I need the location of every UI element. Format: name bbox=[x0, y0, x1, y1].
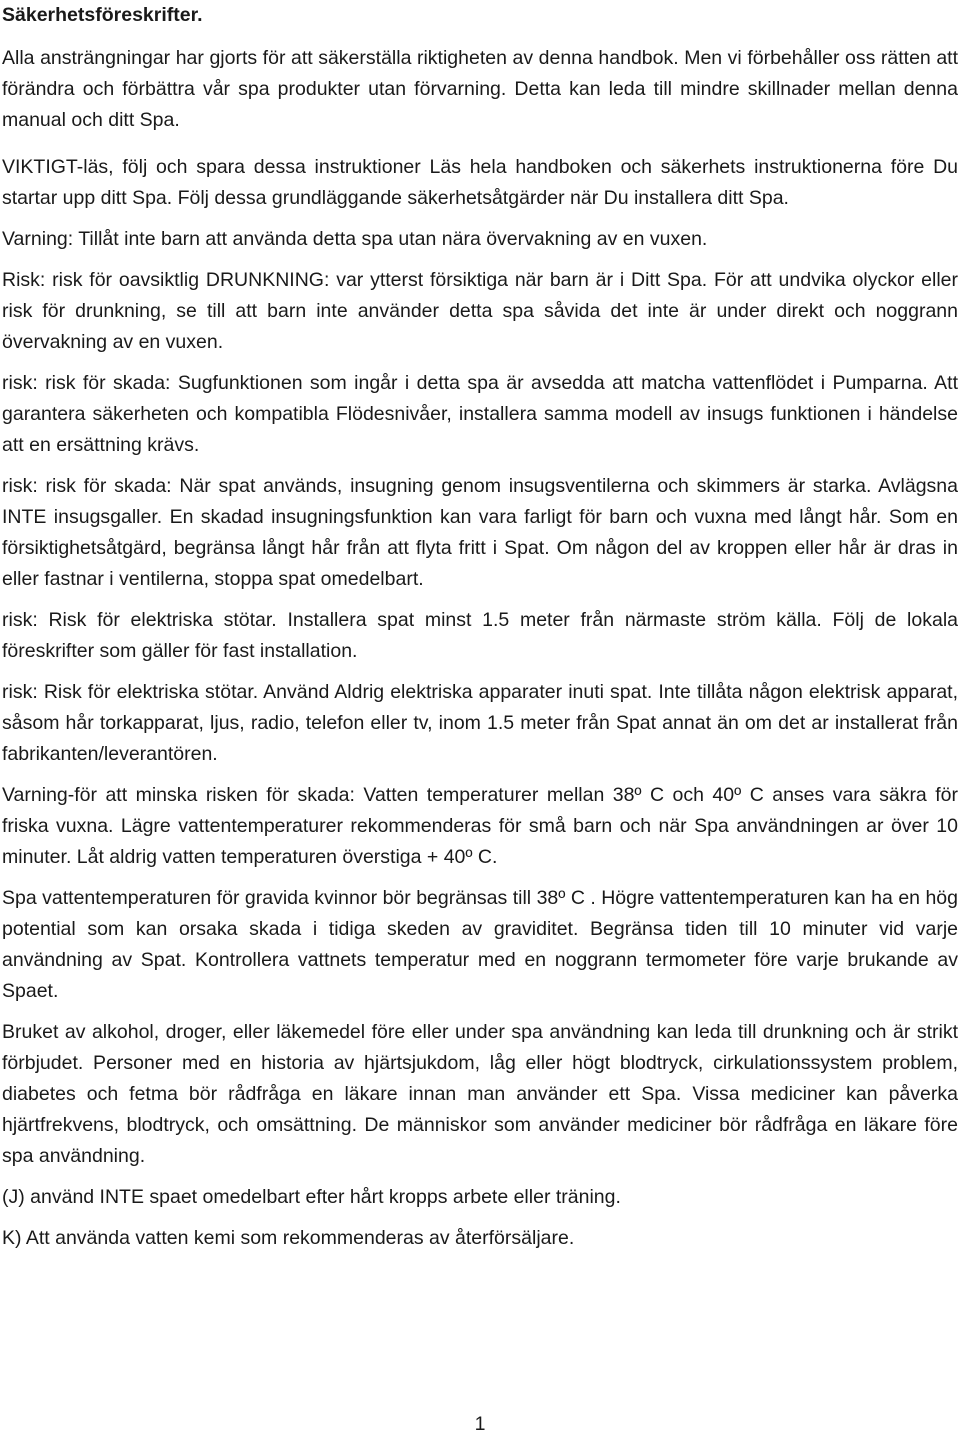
document-body bbox=[2, 0, 958, 1254]
paragraph-suction-risk: risk: risk för skada: Sugfunktionen som ingår i detta spa är avsedda att matcha vattenflödet i Pumparna. Att garantera säkerheten och kompatibla Flödesnivåer, installera samma modell av insugs funktionen i händelse att en ersättning krävs. bbox=[2, 372, 958, 456]
paragraph-electric-shock-distance: risk: Risk för elektriska stötar. Installera spat minst 1.5 meter från närmaste ström källa. Följ de lokala föreskrifter som gäller för fast installation. bbox=[2, 609, 958, 662]
page-number: 1 bbox=[474, 1413, 486, 1435]
paragraph-electric-shock-appliances: risk: Risk för elektriska stötar. Använd Aldrig elektriska apparater inuti spat. Inte tillåta någon elektrisk apparat, såsom hår torkapparat, ljus, radio, telefon eller tv, inom 1.5 meter från Spat annat än om det ar installerat från fabrikanten/leverantören. bbox=[2, 681, 958, 765]
paragraph-drowning-risk: Risk: risk för oavsiktlig DRUNKNING: var ytterst försiktiga när barn är i Ditt Spa. För att undvika olyckor eller risk för drunkning, se till att barn inte använder detta spa såvida det inte är under direkt och noggrann övervakning av en vuxen. bbox=[2, 269, 958, 353]
paragraph-pregnancy-temperature: Spa vattentemperaturen för gravida kvinnor bör begränsas till 38º C . Högre vattentemperaturen kan ha en hög potential som kan orsaka skada i tidiga skeden av graviditet. Begränsa tiden till 10 minuter vid varje användning av Spat. Kontrollera vattnets temperatur med en noggrann termometer före varje brukande av Spaet. bbox=[2, 887, 958, 1002]
paragraph-item-j: (J) använd INTE spaet omedelbart efter hårt kropps arbete eller träning. bbox=[2, 1186, 621, 1208]
paragraph-suction-hair-risk: risk: risk för skada: När spat används, insugning genom insugsventilerna och skimmers är starka. Avlägsna INTE insugsgaller. En skadad insugningsfunktion kan vara farligt för barn och vuxna med långt hår. Som en försiktighetsåtgärd, begränsa långt hår från att flyta fritt i Spat. Om någon del av kroppen eller hår är dras in eller fastnar i ventilerna, stoppa spat omedelbart. bbox=[2, 475, 958, 590]
section-heading: Säkerhetsföreskrifter. bbox=[2, 4, 203, 26]
paragraph-disclaimer: Alla ansträngningar har gjorts för att säkerställa riktigheten av denna handbok. Men vi förbehåller oss rätten att förändra och förbättra vår spa produkter utan förvarning. Detta kan leda till mindre skillnader mellan denna manual och ditt Spa. bbox=[2, 47, 958, 131]
paragraph-temperature-warning: Varning-för att minska risken för skada: Vatten temperaturer mellan 38º C och 40º C anses vara säkra för friska vuxna. Lägre vattentemperaturer rekommenderas för små barn och när Spa användningen ar över 10 minuter. Låt aldrig vatten temperaturen överstiga + 40º C. bbox=[2, 784, 958, 868]
paragraph-warning-children: Varning: Tillåt inte barn att använda detta spa utan nära övervakning av en vuxen. bbox=[2, 228, 708, 250]
paragraph-item-k: K) Att använda vatten kemi som rekommenderas av återförsäljare. bbox=[2, 1227, 575, 1249]
paragraph-alcohol-medication: Bruket av alkohol, droger, eller läkemedel före eller under spa användning kan leda till drunkning och är strikt förbjudet. Personer med en historia av hjärtsjukdom, låg eller högt blodtryck, cirkulationssystem problem, diabetes och fetma bör rådfråga en läkare innan man använder ett Spa. Vissa mediciner kan påverka hjärtfrekvens, blodtryck, och omsättning. De människor som använder mediciner bör rådfråga en läkare före spa användning. bbox=[2, 1021, 958, 1167]
paragraph-important: VIKTIGT-läs, följ och spara dessa instruktioner Läs hela handboken och säkerhets instruktionerna före Du startar upp ditt Spa. Följ dessa grundläggande säkerhetsåtgärder när Du installera ditt Spa. bbox=[2, 156, 958, 209]
